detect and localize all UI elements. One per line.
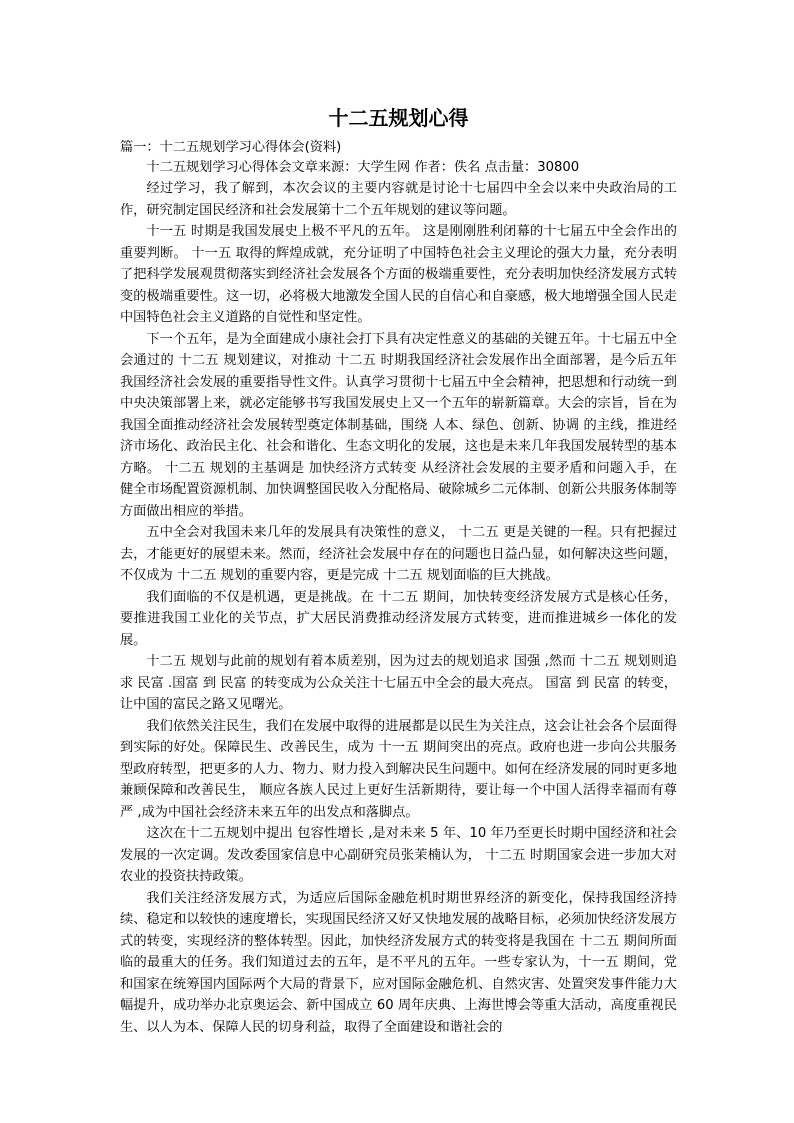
section-heading: 篇一：十二五规划学习心得体会(资料) [120,140,342,155]
paragraph: 下一个五年，是为全面建成小康社会打下具有决定性意义的基础的关键五年。十七届五中全会通过的 十二五 规划建议，对推动 十二五 时期我国经济社会发展作出全面部署，是今后五年我国经济社会发展的重要指导性文件。认真学习贯彻十七届五中全会精神，把思想和行动统一到中央决策部署上来，就必定能够书写我国发展史上又一个五年的崭新篇章。大会的宗旨，旨在为我国全面推动经济社会发展转型奠定体制基础，围绕 人本、绿色、创新、协调 的主线，推进经济市场化、政治民主化、社会和谐化、生态文明化的发展，这也是未来几年我国发展转型的基本方略。 十二五 规划的主基调是 加快经济方式转变 从经济社会发展的主要矛盾和问题入手，在健全市场配置资源机制、加快调整国民收入分配格局、破除城乡二元体制、创新公共服务体制等方面做出相应的举措。 [120,331,677,519]
paragraph: 这次在十二五规划中提出 包容性增长 ,是对未来 5 年、10 年乃至更长时期中国经济和社会发展的一次定调。发改委国家信息中心副研究员张茉楠认为， 十二五 时期国家会进一步加大对农业的投资扶持政策。 [120,826,677,884]
paragraph: 十一五 时期是我国发展史上极不平凡的五年。 这是刚刚胜利闭幕的十七届五中全会作出的重要判断。 十一五 取得的辉煌成就，充分证明了中国特色社会主义理论的强大力量，充分表明了把科学发展观贯彻落实到经济社会发展各个方面的极端重要性，充分表明加快经济发展方式转变的极端重要性。这一切，必将极大地激发全国人民的自信心和自豪感，极大地增强全国人民走中国特色社会主义道路的自觉性和坚定性。 [120,224,677,325]
paragraph: 我们面临的不仅是机遇，更是挑战。在 十二五 期间，加快转变经济发展方式是核心任务，要推进我国工业化的关节点，扩大居民消费推动经济发展方式转变，进而推进城乡一体化的发展。 [120,589,677,648]
document-title: 十二五规划心得 [328,106,469,130]
paragraph: 五中全会对我国未来几年的发展具有决策性的意义， 十二五 更是关键的一程。只有把握过去，才能更好的展望未来。然而，经济社会发展中存在的问题也日益凸显，如何解决这些问题，不仅成为 十二五 规划的重要内容，更是完成 十二五 规划面临的巨大挑战。 [120,525,677,583]
paragraph: 我们依然关注民生，我们在发展中取得的进展都是以民生为关注点，这会让社会各个层面得到实际的好处。保障民生、改善民生，成为 十一五 期间突出的亮点。政府也进一步向公共服务型政府转型，把更多的人力、物力、财力投入到解决民生问题中。如何在经济发展的同时更多地兼顾保障和改善民生， 顺应各族人民过上更好生活新期待，要让每一个中国人活得幸福而有尊严 ,成为中国社会经济未来五年的出发点和落脚点。 [120,718,677,820]
article-meta-line: 十二五规划学习心得体会文章来源：大学生网 作者：佚名 点击量：30800 [146,160,580,175]
document-page [120,104,677,1038]
paragraph: 经过学习，我了解到，本次会议的主要内容就是讨论十七届四中全会以来中央政治局的工作，研究制定国民经济和社会发展第十二个五年规划的建议等问题。 [120,181,677,218]
paragraph: 我们关注经济发展方式，为适应后国际金融危机时期世界经济的新变化，保持我国经济持续、稳定和以较快的速度增长，实现国民经济又好又快地发展的战略目标，必须加快经济发展方式的转变，实现经济的整体转型。因此，加快经济发展方式的转变将是我国在 十二五 期间所面临的最重大的任务。我们知道过去的五年，是不平凡的五年。一些专家认为，十一五 期间，党和国家在统筹国内国际两个大局的背景下，应对国际金融危机、自然灾害、处置突发事件能力大幅提升，成功举办北京奥运会、新中国成立 60 周年庆典、上海世博会等重大活动，高度重视民生、以人为本、保障人民的切身利益，取得了全面建设和谐社会的 [120,890,677,1035]
paragraph: 十二五 规划与此前的规划有着本质差别，因为过去的规划追求 国强 ,然而 十二五 规划则追求 民富 .国富 到 民富 的转变成为公众关注十七届五中全会的最大亮点。 国富 到 民富 的转变，让中国的富民之路又见曙光。 [120,654,677,712]
